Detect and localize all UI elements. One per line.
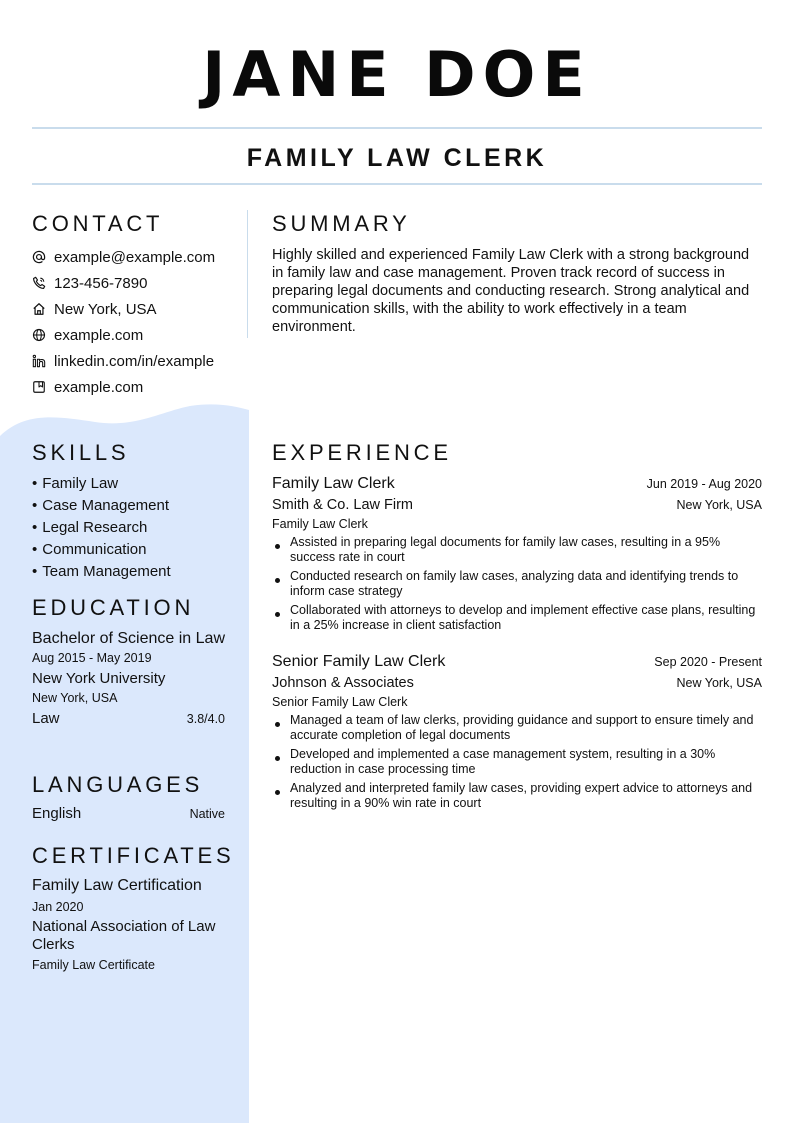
column-divider (247, 210, 248, 338)
education-dates: Aug 2015 - May 2019 (32, 651, 152, 665)
education-degree: Bachelor of Science in Law (32, 630, 225, 647)
at-icon (32, 250, 54, 264)
contact-location-text: New York, USA (54, 300, 157, 318)
job-bullets (272, 713, 762, 811)
candidate-name: JANE DOE (202, 38, 592, 111)
linkedin-icon (32, 354, 54, 368)
contact-list (32, 244, 225, 400)
skills-section (32, 439, 225, 583)
languages-section (32, 771, 225, 824)
job-dates: Jun 2019 - Aug 2020 (646, 477, 762, 491)
job-location: New York, USA (676, 498, 762, 512)
education-section (32, 594, 225, 729)
job-bullet: Developed and implemented a case management system, resulting in a 30% reduction in case processing time (272, 747, 762, 777)
contact-portfolio[interactable] (32, 374, 225, 400)
contact-email-text: example@example.com (54, 248, 216, 266)
job-bullets (272, 535, 762, 633)
job-bullet: Conducted research on family law cases, analyzing data and identifying trends to inform case strategy (272, 569, 762, 599)
job-location: New York, USA (676, 676, 762, 690)
header-rule-bottom (32, 183, 762, 185)
skill-item: • Team Management (32, 561, 225, 583)
contact-phone-text: 123-456-7890 (54, 274, 148, 292)
header-rule-top (32, 127, 762, 129)
skills-heading: SKILLS (32, 440, 130, 465)
job-bullet: Assisted in preparing legal documents for family law cases, resulting in a 95% success rate in court (272, 535, 762, 565)
job-company: Smith & Co. Law Firm (272, 497, 413, 513)
job-company-row (272, 495, 762, 515)
education-field-row (32, 709, 225, 729)
contact-section (32, 210, 225, 400)
contact-website-text: example.com (54, 326, 144, 344)
contact-linkedin[interactable] (32, 348, 225, 374)
languages-heading: LANGUAGES (32, 772, 204, 797)
phone-icon (32, 276, 54, 290)
job-entry (272, 473, 762, 633)
job-title: Senior Family Law Clerk (272, 653, 446, 670)
contact-phone[interactable] (32, 270, 225, 296)
job-bullet: Managed a team of law clerks, providing guidance and support to ensure timely and accurate completion of legal documents (272, 713, 762, 743)
contact-location (32, 296, 225, 322)
education-heading: EDUCATION (32, 595, 195, 620)
experience-heading: EXPERIENCE (272, 440, 452, 465)
experience-section (272, 439, 762, 815)
certificate-type: Family Law Certificate (32, 958, 155, 972)
job-bullet: Collaborated with attorneys to develop and implement effective case plans, resulting in a 25% increase in client satisfaction (272, 603, 762, 633)
job-title: Family Law Clerk (272, 475, 395, 492)
job-company: Johnson & Associates (272, 675, 414, 691)
job-bullet: Analyzed and interpreted family law cases, providing expert advice to attorneys and resulting in a 90% win rate in court (272, 781, 762, 811)
education-field: Law (32, 710, 60, 727)
contact-website[interactable] (32, 322, 225, 348)
certificate-date: Jan 2020 (32, 900, 84, 914)
skill-item: • Family Law (32, 473, 225, 495)
home-icon (32, 302, 54, 316)
summary-heading: SUMMARY (272, 211, 411, 236)
certificates-heading: CERTIFICATES (32, 843, 235, 868)
education-gpa: 3.8/4.0 (186, 712, 225, 726)
contact-portfolio-text: example.com (54, 378, 144, 396)
globe-icon (32, 328, 54, 342)
job-dates: Sep 2020 - Present (654, 655, 762, 669)
certificate-issuer: National Association of Law Clerks (32, 918, 216, 953)
contact-email[interactable] (32, 244, 225, 270)
job-role-title: FAMILY LAW CLERK (246, 144, 548, 172)
job-entry (272, 651, 762, 811)
summary-text: Highly skilled and experienced Family Law Clerk with a strong background in family law and case management. Proven track record of success in preparing legal documents and conducting research. Strong analytical and communication skills, with the ability to work effectively in a team environment. (272, 247, 750, 335)
bookmark-icon (32, 380, 54, 394)
job-header-row (272, 651, 762, 673)
language-row (32, 804, 225, 824)
job-header-row (272, 473, 762, 495)
job-subtitle: Senior Family Law Clerk (272, 695, 408, 709)
skill-item: • Communication (32, 539, 225, 561)
language-level: Native (189, 807, 225, 821)
education-school: New York University (32, 670, 166, 687)
certificates-section (32, 842, 235, 974)
language-name: English (32, 805, 82, 822)
job-subtitle: Family Law Clerk (272, 517, 368, 531)
job-company-row (272, 673, 762, 693)
summary-section (272, 210, 762, 336)
skill-item: • Legal Research (32, 517, 225, 539)
certificate-name: Family Law Certification (32, 877, 202, 894)
contact-heading: CONTACT (32, 211, 164, 236)
contact-linkedin-text: linkedin.com/in/example (54, 352, 215, 370)
skill-item: • Case Management (32, 495, 225, 517)
skills-list (32, 473, 225, 583)
education-location: New York, USA (32, 691, 118, 705)
